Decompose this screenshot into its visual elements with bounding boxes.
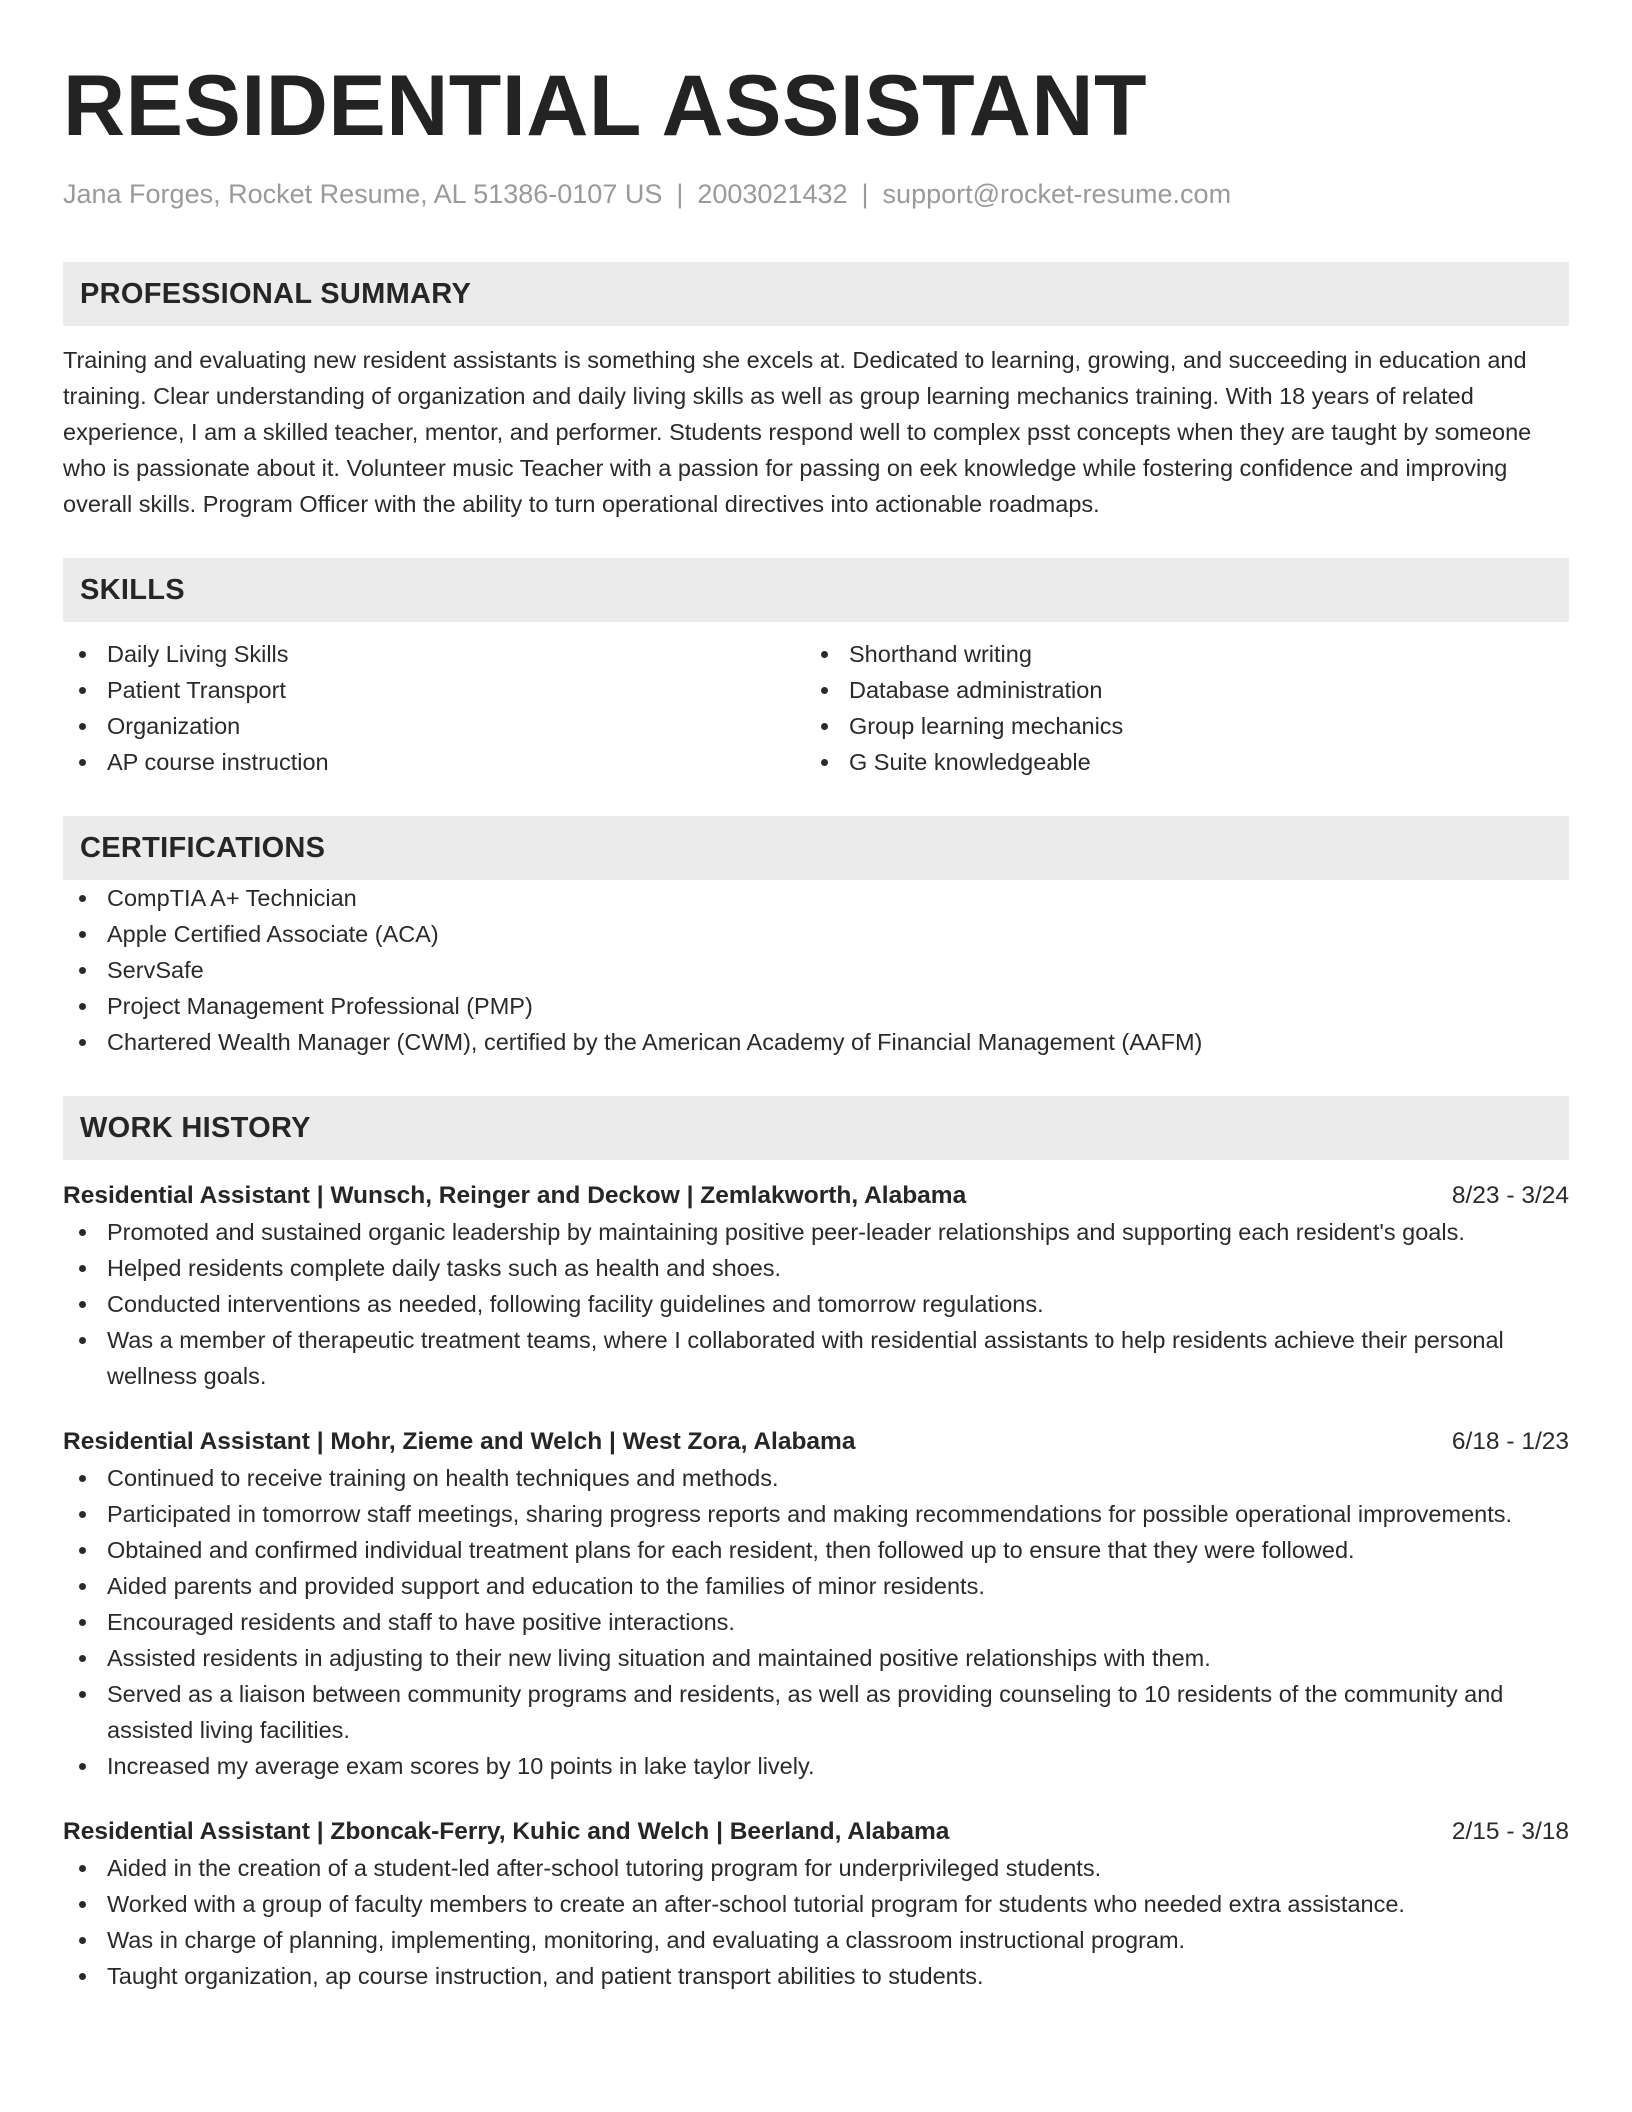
job-bullets — [63, 1460, 1569, 1784]
skill-item: Database administration — [805, 672, 1547, 708]
skills-column-left — [63, 636, 805, 780]
job-header — [63, 1178, 1569, 1214]
skill-item: Patient Transport — [63, 672, 805, 708]
skill-item: AP course instruction — [63, 744, 805, 780]
skill-item: Group learning mechanics — [805, 708, 1547, 744]
section-heading-summary: PROFESSIONAL SUMMARY — [63, 262, 1569, 326]
job-header — [63, 1814, 1569, 1850]
job-dates: 2/15 - 3/18 — [1451, 1818, 1569, 1845]
job-bullet: Aided in the creation of a student-led after-school tutoring program for underprivileged students. — [63, 1850, 1569, 1886]
resume-name: RESIDENTIAL ASSISTANT — [63, 58, 1147, 154]
job-title: Residential Assistant | Mohr, Zieme and Welch | West Zora, Alabama — [63, 1428, 856, 1455]
contact-phone: 2003021432 — [697, 179, 848, 209]
job-title: Residential Assistant | Wunsch, Reinger and Deckow | Zemlakworth, Alabama — [63, 1182, 967, 1209]
job-header — [63, 1424, 1569, 1460]
job-bullet: Was in charge of planning, implementing, monitoring, and evaluating a classroom instructional program. — [63, 1922, 1569, 1958]
skill-item: Shorthand writing — [805, 636, 1547, 672]
job-entry — [63, 1424, 1569, 1784]
job-bullet: Helped residents complete daily tasks such as health and shoes. — [63, 1250, 1569, 1286]
job-title: Residential Assistant | Zboncak-Ferry, Kuhic and Welch | Beerland, Alabama — [63, 1818, 950, 1845]
job-bullet: Promoted and sustained organic leadership by maintaining positive peer-leader relationships and supporting each resident's goals. — [63, 1214, 1569, 1250]
skill-item: G Suite knowledgeable — [805, 744, 1547, 780]
skills-list-right — [805, 636, 1547, 780]
skills-list-left — [63, 636, 805, 780]
certification-item: Apple Certified Associate (ACA) — [63, 916, 1569, 952]
skill-item: Daily Living Skills — [63, 636, 805, 672]
job-entry — [63, 1814, 1569, 1994]
contact-separator: | — [861, 179, 869, 209]
contact-line — [63, 178, 1569, 210]
skill-item: Organization — [63, 708, 805, 744]
contact-email: support@rocket-resume.com — [882, 179, 1232, 209]
job-bullet: Assisted residents in adjusting to their new living situation and maintained positive relationships with them. — [63, 1640, 1569, 1676]
job-bullet: Was a member of therapeutic treatment teams, where I collaborated with residential assistants to help residents achieve their personal wellness goals. — [63, 1322, 1569, 1394]
job-bullet: Aided parents and provided support and education to the families of minor residents. — [63, 1568, 1569, 1604]
certifications-list — [63, 880, 1569, 1060]
certification-item: Chartered Wealth Manager (CWM), certified by the American Academy of Financial Management (AAFM) — [63, 1024, 1569, 1060]
job-bullet: Increased my average exam scores by 10 points in lake taylor lively. — [63, 1748, 1569, 1784]
skills-column-right — [805, 636, 1547, 780]
job-dates: 6/18 - 1/23 — [1451, 1428, 1569, 1455]
job-dates: 8/23 - 3/24 — [1451, 1182, 1569, 1209]
job-bullets — [63, 1850, 1569, 1994]
job-bullet: Conducted interventions as needed, following facility guidelines and tomorrow regulations. — [63, 1286, 1569, 1322]
job-bullet: Worked with a group of faculty members to create an after-school tutorial program for students who needed extra assistance. — [63, 1886, 1569, 1922]
certification-item: CompTIA A+ Technician — [63, 880, 1569, 916]
section-heading-skills: SKILLS — [63, 558, 1569, 622]
certification-item: ServSafe — [63, 952, 1569, 988]
job-bullet: Taught organization, ap course instruction, and patient transport abilities to students. — [63, 1958, 1569, 1994]
contact-address: Jana Forges, Rocket Resume, AL 51386-0107 US — [63, 179, 663, 209]
job-entry — [63, 1178, 1569, 1394]
job-bullet: Served as a liaison between community programs and residents, as well as providing counseling to 10 residents of the community and assisted living facilities. — [63, 1676, 1569, 1748]
job-bullet: Encouraged residents and staff to have positive interactions. — [63, 1604, 1569, 1640]
certification-item: Project Management Professional (PMP) — [63, 988, 1569, 1024]
job-bullet: Participated in tomorrow staff meetings, sharing progress reports and making recommendations for possible operational improvements. — [63, 1496, 1569, 1532]
section-heading-work-history: WORK HISTORY — [63, 1096, 1569, 1160]
skills-grid — [63, 636, 1569, 780]
job-bullet: Continued to receive training on health techniques and methods. — [63, 1460, 1569, 1496]
contact-separator: | — [676, 179, 684, 209]
section-heading-certifications: CERTIFICATIONS — [63, 816, 1569, 880]
job-bullet: Obtained and confirmed individual treatment plans for each resident, then followed up to ensure that they were followed. — [63, 1532, 1569, 1568]
summary-text: Training and evaluating new resident assistants is something she excels at. Dedicated to learning, growing, and succeeding in education and training. Clear understanding of organization and daily living skills as well as group learning mechanics training. With 18 years of related experience, I am a skilled teacher, mentor, and performer. Students respond well to complex psst concepts when they are taught by someone who is passionate about it. Volunteer music Teacher with a passion for passing on eek knowledge while fostering confidence and improving overall skills. Program Officer with the ability to turn operational directives into actionable roadmaps. — [63, 347, 1532, 517]
job-bullets — [63, 1214, 1569, 1394]
